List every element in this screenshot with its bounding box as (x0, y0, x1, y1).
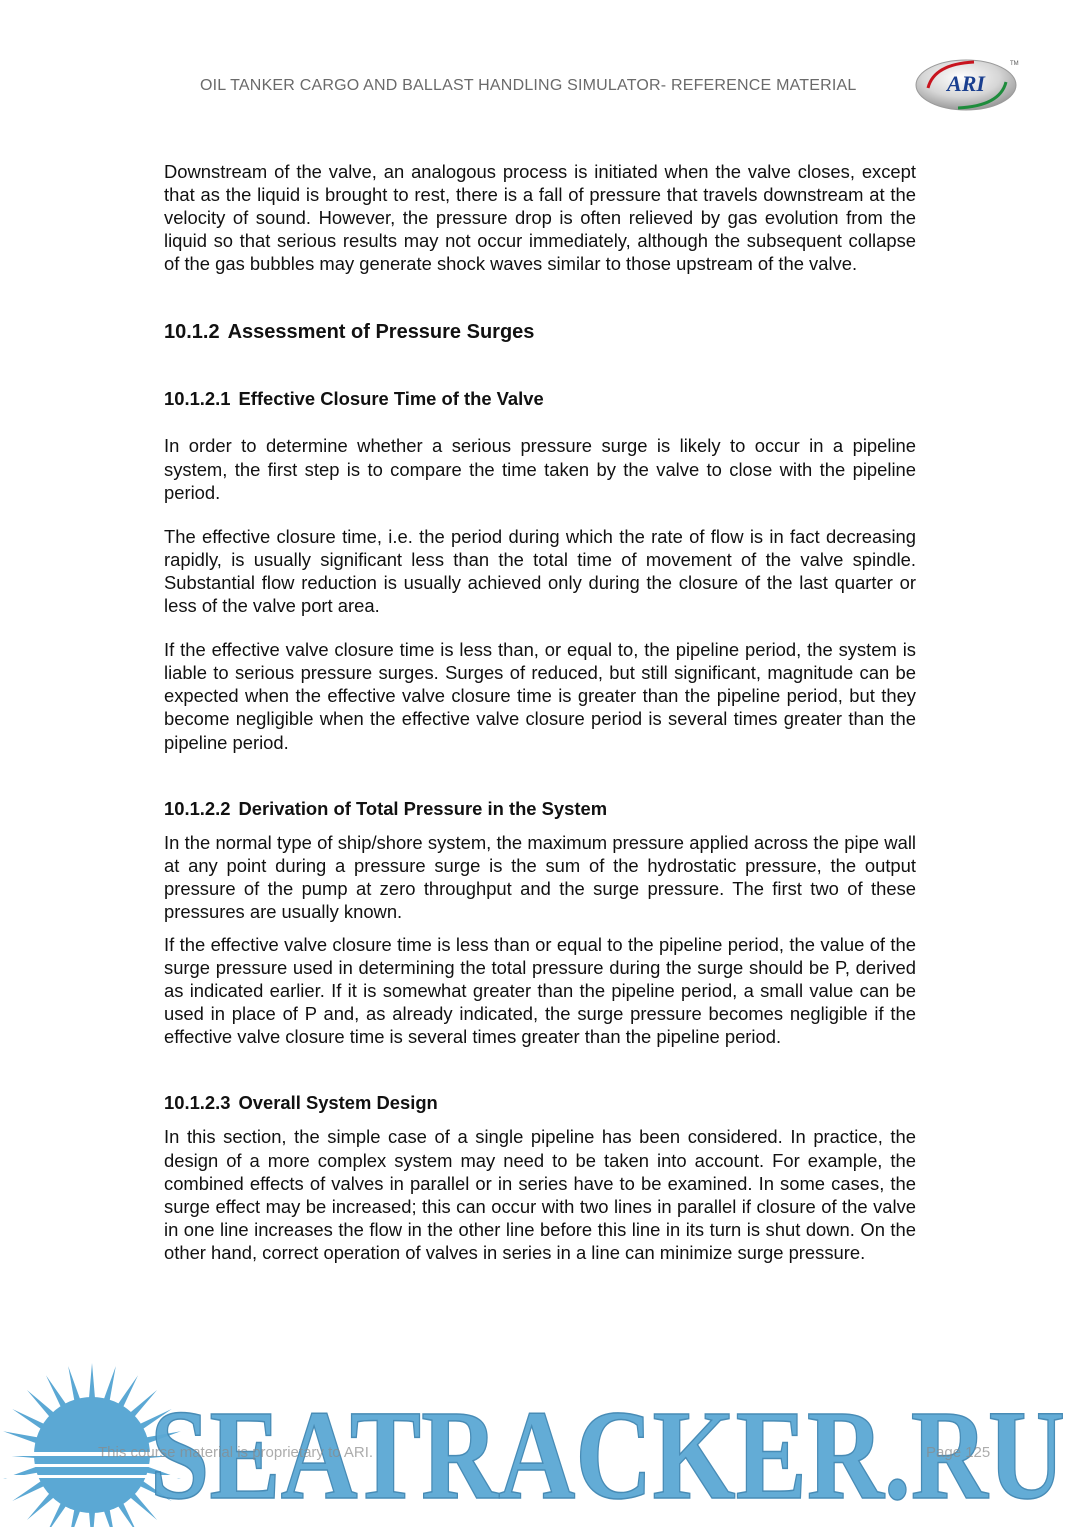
subsection-1-heading (164, 387, 916, 410)
subsection-3-heading (164, 1091, 916, 1114)
subsection-2-paragraph-1: In the normal type of ship/shore system, the maximum pressure applied across the pipe wall at any point during a pressure surge is the sum of the hydrostatic pressure, the output pressure of the pump at zero throughput and the surge pressure. The first two of these pressures are usually known. (164, 831, 916, 922)
subsection-1-paragraph-1: In order to determine whether a serious pressure surge is likely to occur in a pipeline system, the first step is to compare the time taken by the valve to close with the pipeline period. (164, 435, 916, 503)
footer-page-number: Page 125 (926, 1444, 991, 1461)
page-content (164, 160, 916, 1264)
intro-paragraph: Downstream of the valve, an analogous process is initiated when the valve closes, except that as the liquid is brought to rest, there is a fall of pressure that travels downstream at the velocity of sound. However, the pressure drop is often relieved by gas evolution from the liquid so that serious results may not occur immediately, although the subsequent collapse of the gas bubbles may generate shock waves similar to those upstream of the valve. (164, 161, 916, 275)
footer-proprietary-note: This course material is proprietary to ARI. (98, 1444, 374, 1461)
section-number: 10.1.2 (164, 321, 220, 344)
subsection-3-title: Overall System Design (238, 1092, 438, 1114)
logo-text: ARI (947, 71, 985, 96)
subsection-1-paragraph-2: The effective closure time, i.e. the period during which the rate of flow is in fact decreasing rapidly, is usually significant less than the total time of movement of the valve spindle. Substantial flow reduction is usually achieved only during the closure of the last quarter or less of the valve port area. (164, 525, 916, 617)
section-heading (164, 320, 916, 344)
subsection-1-number: 10.1.2.1 (164, 388, 231, 410)
subsection-2-number: 10.1.2.2 (164, 797, 231, 819)
subsection-2-title: Derivation of Total Pressure in the System (238, 797, 608, 819)
header-title: OIL TANKER CARGO AND BALLAST HANDLING SIMULATOR- REFERENCE MATERIAL (200, 77, 857, 94)
ari-logo (914, 54, 1022, 114)
subsection-3-number: 10.1.2.3 (164, 1092, 231, 1114)
section-title: Assessment of Pressure Surges (227, 321, 535, 344)
watermark-text: SEATRACKER.RU (150, 1384, 1065, 1526)
subsection-1-paragraph-3: If the effective valve closure time is less than, or equal to, the pipeline period, the system is liable to serious pressure surges. Surges of reduced, but still significant, magnitude can be expected when the effective valve closure time is greater than the pipeline period, but they become negligible when the effective valve closure period is several times greater than the pipeline period. (164, 639, 916, 753)
page-header (0, 60, 1080, 120)
logo-trademark: TM (1010, 61, 1019, 67)
subsection-2-paragraph-2: If the effective valve closure time is less than or equal to the pipeline period, the value of the surge pressure used in determining the total pressure during the surge should be P, derived as indicated earlier. If it is somewhat greater than the pipeline period, a small value can be used in place of P and, as already indicated, the surge pressure becomes negligible if the effective valve closure time is several times greater than the pipeline period. (164, 933, 916, 1048)
subsection-3-paragraph-1: In this section, the simple case of a single pipeline has been considered. In practice, the design of a more complex system may need to be taken into account. For example, the combined effects of valves in parallel or in series have to be examined. In some cases, the surge effect may be increased; this can occur with two lines in parallel if closure of the valve in one line increases the flow in the other line before this line in its turn is shut down. On the other hand, correct operation of valves in series in a line can minimize surge pressure. (164, 1126, 916, 1263)
subsection-1-title: Effective Closure Time of the Valve (238, 388, 544, 410)
subsection-2-heading (164, 797, 916, 820)
